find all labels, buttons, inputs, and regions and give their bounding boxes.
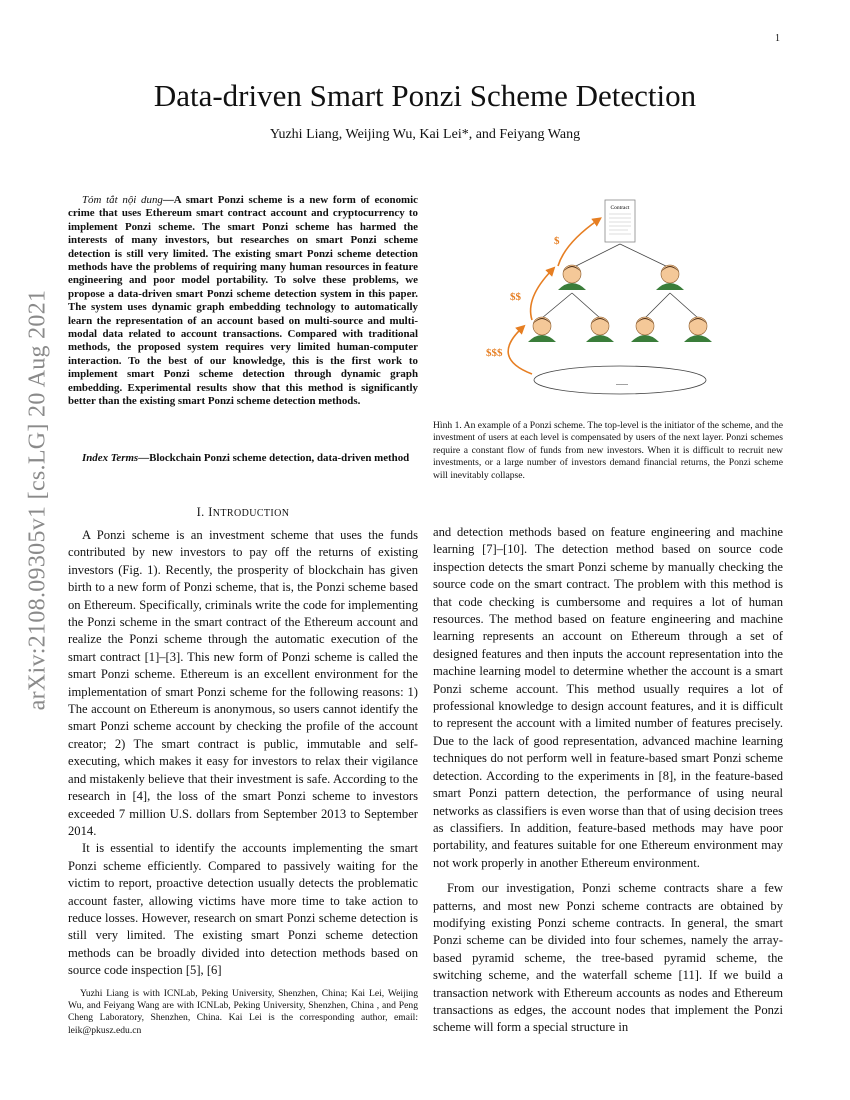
- avatar-icon: [684, 317, 712, 342]
- section-heading: I. INTRODUCTION: [196, 505, 290, 519]
- index-terms-text: —Blockchain Ponzi scheme detection, data-driven method: [138, 452, 410, 464]
- author-footnote: Yuzhi Liang is with ICNLab, Peking University, Shenzhen, China; Kai Lei, Weijing Wu, and Feiyang Wang are with ICNLab, Peking University, Shenzhen, China , and Peng Cheng Laboratory, Shenzhen, China. Kai Lei is the corresponding author, email: leik@pkusz.edu.cn: [68, 988, 418, 1036]
- contract-document-icon: [605, 200, 635, 242]
- money-label-1: $: [554, 235, 560, 247]
- abstract-text: —A smart Ponzi scheme is a new form of economic crime that uses Ethereum smart contract account and cryptocurrency to implement Ponzi scheme. The smart Ponzi scheme has harmed the interests of many investors, but researches on smart Ponzi scheme detection is still very limited. The existing smart Ponzi scheme detection methods have the problems of requiring many human resources in feature engineering and poor model portability. To solve these problems, we propose a data-driven smart Ponzi scheme detection system in this paper. The system uses dynamic graph embedding technology to automatically learn the representation of an account based on multi-source and multi-modal data related to account transactions. Compared with traditional methods, the proposed system requires very limited human-computer interaction. To the best of our knowledge, this is the first work to implement smart Ponzi scheme detection through dynamic graph embedding. Experimental results show that this method is significantly better than the existing smart Ponzi scheme detection methods.: [68, 194, 418, 408]
- body-paragraph: A Ponzi scheme is an investment scheme that uses the funds contributed by new investors to pay off the returns of existing investors (Fig. 1). Recently, the prosperity of blockchain has given birth to a new form of Ponzi scheme, that is, the Ponzi scheme based on Ethereum. Specifically, criminals write the code for implementing the Ponzi scheme in the smart contract of the Ethereum account and realize the Ponzi scheme through the automatic execution of the smart contract [1]–[3]. This new form of Ponzi scheme is called the smart Ponzi scheme. Ethereum is an excellent environment for the implementation of smart Ponzi scheme for the following reasons: 1) The account on Ethereum is anonymous, so users cannot identify the smart Ponzi scheme account by checking the profile of the account creator; 2) The smart contract is public, immutable and self-executing, which makes it easy for investors to relax their vigilance and mistakenly believe that their investment is safe. According to the research in [4], the loss of the smart Ponzi scheme to investors exceeded 7 million U.S. dollars from September 2013 to September 2014.: [68, 528, 418, 838]
- body-paragraph: It is essential to identify the accounts implementing the smart Ponzi scheme efficiently. Compared to passively waiting for the victim to report, proactive detection usually detects the problematic account faster, allowing victims have more time to take action to reduce losses. However, research on smart Ponzi scheme detection is still very limited. The existing smart Ponzi scheme detection methods can be broadly divided into detection methods based on source code inspection [5], [6]: [68, 841, 418, 978]
- index-terms-lead: Index Terms: [82, 452, 139, 464]
- avatar-icon: [656, 265, 684, 290]
- money-label-3: $$$: [486, 347, 503, 359]
- arxiv-stamp: [18, 290, 58, 710]
- contract-label: Contract: [610, 205, 630, 211]
- abstract-lead: Tóm tắt nội dung: [82, 194, 163, 206]
- page-number: 1: [775, 33, 780, 44]
- avatar-icon: [558, 265, 586, 290]
- avatar-icon: [528, 317, 556, 342]
- body-paragraph: From our investigation, Ponzi scheme contracts share a few patterns, and most new Ponzi scheme contracts are obtained by modifying existing Ponzi scheme contracts. In general, the smart Ponzi scheme can be divided into four schemes, namely the array-based pyramid scheme, the tree-based pyramid scheme, the switching scheme, and the waterfall scheme [11]. If we build a transaction network with Ethereum accounts as nodes and Ethereum transactions as edges, the account nodes that implement the Ponzi scheme will form a special structure in: [433, 881, 783, 1035]
- index-terms: [68, 452, 418, 465]
- right-column-body: [433, 524, 783, 1037]
- figure-caption: Hình 1. An example of a Ponzi scheme. The top-level is the initiator of the scheme, and the investment of users at each level is compensated by users of the next layer. Ponzi schemes require a constant flow of funds from new investors. When it is difficult to recruit new investments, or a large number of investors demand financial returns, the Ponzi scheme will inevitably collapse.: [433, 420, 783, 481]
- investor-pool-label: ......: [616, 378, 628, 387]
- avatar-icon: [586, 317, 614, 342]
- arxiv-stamp-text: arXiv:2108.09305v1 [cs.LG] 20 Aug 2021: [24, 289, 51, 711]
- left-column-body: [68, 527, 418, 980]
- body-paragraph: and detection methods based on feature engineering and machine learning [7]–[10]. The detection method based on source code inspection detects the smart Ponzi scheme by manually checking the source code on the smart contract. The problem with this method is that code checking is cumbersome and requires a lot of human resources. The method based on feature engineering and machine learning represents an account on Ethereum through a set of designed features and then inputs the account representation into the machine learning model to determine whether the account is a smart Ponzi scheme account. This method usually requires a lot of professional knowledge to design account features, and it is difficult to represent the account with a limited number of features precisely. Due to the lack of good representation, advanced machine learning techniques do not perform well in feature-based smart Ponzi scheme detection. According to the experiments in [8], in the feature-based smart Ponzi pattern detection, the performance of using neural networks as classifiers is even worse than that of using decision trees as classifiers. In addition, feature-based methods may have poor portability, and features suitable for one Ethereum environment may not work properly in another Ethereum environment.: [433, 525, 783, 870]
- ponzi-scheme-figure: [470, 188, 740, 408]
- abstract: [68, 194, 418, 409]
- money-label-2: $$: [510, 291, 521, 303]
- author-list: Yuzhi Liang, Weijing Wu, Kai Lei*, and Feiyang Wang: [269, 127, 581, 142]
- paper-title: Data-driven Smart Ponzi Scheme Detection: [153, 78, 697, 113]
- avatar-icon: [631, 317, 659, 342]
